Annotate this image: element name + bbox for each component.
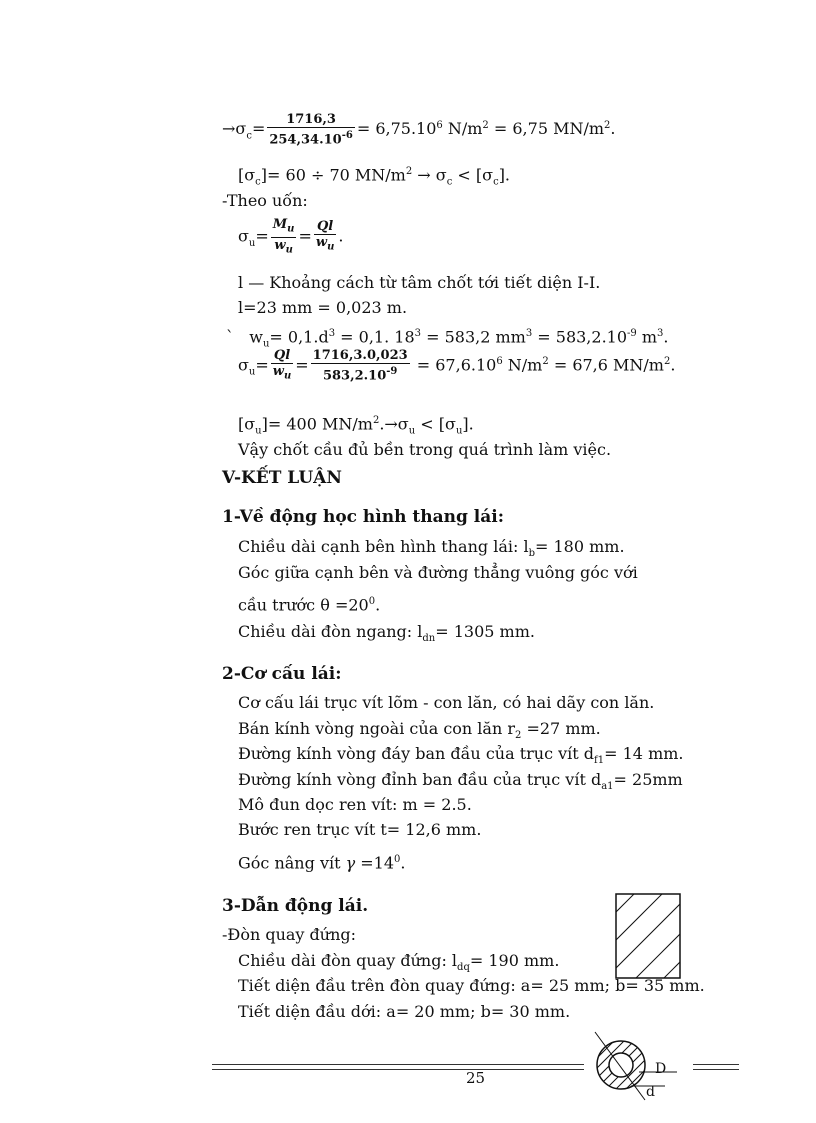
tube-cross-section-figure	[585, 1030, 695, 1102]
sub1-line-1: Chiều dài cạnh bên hình thang lái: $l_b= 180$ mm.	[238, 537, 625, 560]
sub2-line-7: Góc nâng vít $\gamma =14^0$.	[238, 853, 406, 873]
subheading-steering-gear: 2-Cơ cấu lái:	[222, 664, 342, 684]
fraction: $\frac{1716,3}{254,34.10^{-6}}$	[269, 112, 353, 148]
sub3-line-2: Chiều dài đòn quay đứng: $l_{dq}= 190$ mm.	[238, 951, 560, 974]
fraction: $\frac{1716,3.0,023}{583,2.10^{-9}}$	[312, 348, 408, 384]
rect-cross-section-figure	[615, 893, 681, 979]
fraction: $\frac{Ql}{w_u}$	[272, 348, 292, 382]
sub1-line-2: Góc giữa cạnh bên và đường thẳng vuông góc với	[238, 563, 638, 582]
fraction: $\frac{Ql}{w_u}$	[315, 219, 335, 253]
footer-rule-right	[693, 1064, 739, 1070]
formula-compressive-stress: $\to\sigma_c=$ $\frac{1716,3}{254,34.10^{-6}}$ = $6,75.10^6$ $N/m^2 = 6,75$ $MN/m^2$.	[222, 112, 616, 148]
sub3-line-4: Tiết diện đầu dới: a= 20 mm; b= 30 mm.	[238, 1002, 571, 1021]
sub3-line-1: -Đòn quay đứng:	[222, 925, 357, 944]
sub1-line-4: Chiều dài đòn ngang: $l_{dn}= 1305$ mm.	[238, 622, 535, 645]
l-definition: l — Khoảng cách từ tâm chốt tới tiết diện I-I.	[238, 273, 601, 292]
sub2-line-1: Cơ cấu lái trục vít lõm - con lăn, có hai dãy con lăn.	[238, 693, 655, 712]
sub2-line-3: Đường kính vòng đáy ban đầu của trục vít $d_{f1}= 14$ mm.	[238, 744, 684, 767]
sub2-line-5: Mô đun dọc ren vít: m = 2.5.	[238, 795, 472, 814]
l-value: l=23 mm = 0,023 m.	[238, 298, 408, 317]
footer-rule-left	[212, 1064, 584, 1070]
section-modulus-line: ` $w_u= 0,1.d^3 = 0,1$. $18^3 = 583,2$ $mm^3 = 583,2.10^{-9}$ $m^3$.	[226, 327, 669, 350]
formula-bending-stress-value: $\sigma_u=$ $\frac{Ql}{w_u}$ = $\frac{1716,3.0,023}{583,2.10^{-9}}$ = $67,6.10^6$ $N/m^2 = 67,6$ $MN/m^2$.	[238, 348, 676, 384]
sub2-line-2: Bán kính vòng ngoài của con lăn $r_2 =27$ mm.	[238, 719, 601, 742]
compressive-limit-line: $[\sigma_c]= 60 \div 70$ $MN/m^2 \to \sigma_c < [\sigma_c]$.	[238, 165, 511, 188]
subheading-steering-linkage: 3-Dẫn động lái.	[222, 896, 369, 916]
inner-diameter-label: d	[646, 1084, 655, 1100]
sub2-line-6: Bước ren trục vít t= 12,6 mm.	[238, 820, 482, 839]
formula-bending-stress: $\sigma_u=$ $\frac{M_u}{w_u}$ = $\frac{Ql}{w_u}$ .	[238, 217, 344, 256]
pin-conclusion: Vậy chốt cầu đủ bền trong quá trình làm việc.	[238, 440, 612, 459]
bending-heading: -Theo uốn:	[222, 191, 308, 210]
fraction: $\frac{M_u}{w_u}$	[272, 217, 295, 256]
bending-limit-line: $[\sigma_u]= 400$ $MN/m^2.\to\sigma_u < [\sigma_u]$.	[238, 414, 474, 437]
subheading-kinematics: 1-Về động học hình thang lái:	[222, 507, 504, 527]
outer-diameter-label: D	[655, 1061, 667, 1077]
sub1-line-3: cầu trước $\theta =20^0$.	[238, 595, 381, 615]
section-heading-conclusion: V-KẾT LUẬN	[222, 468, 342, 488]
sub2-line-4: Đường kính vòng đỉnh ban đầu của trục vít $d_{a1}= 25mm$	[238, 770, 683, 793]
page-number: 25	[466, 1069, 486, 1087]
sub3-line-3: Tiết diện đầu trên đòn quay đứng: a= 25 mm; b= 35 mm.	[238, 976, 705, 995]
